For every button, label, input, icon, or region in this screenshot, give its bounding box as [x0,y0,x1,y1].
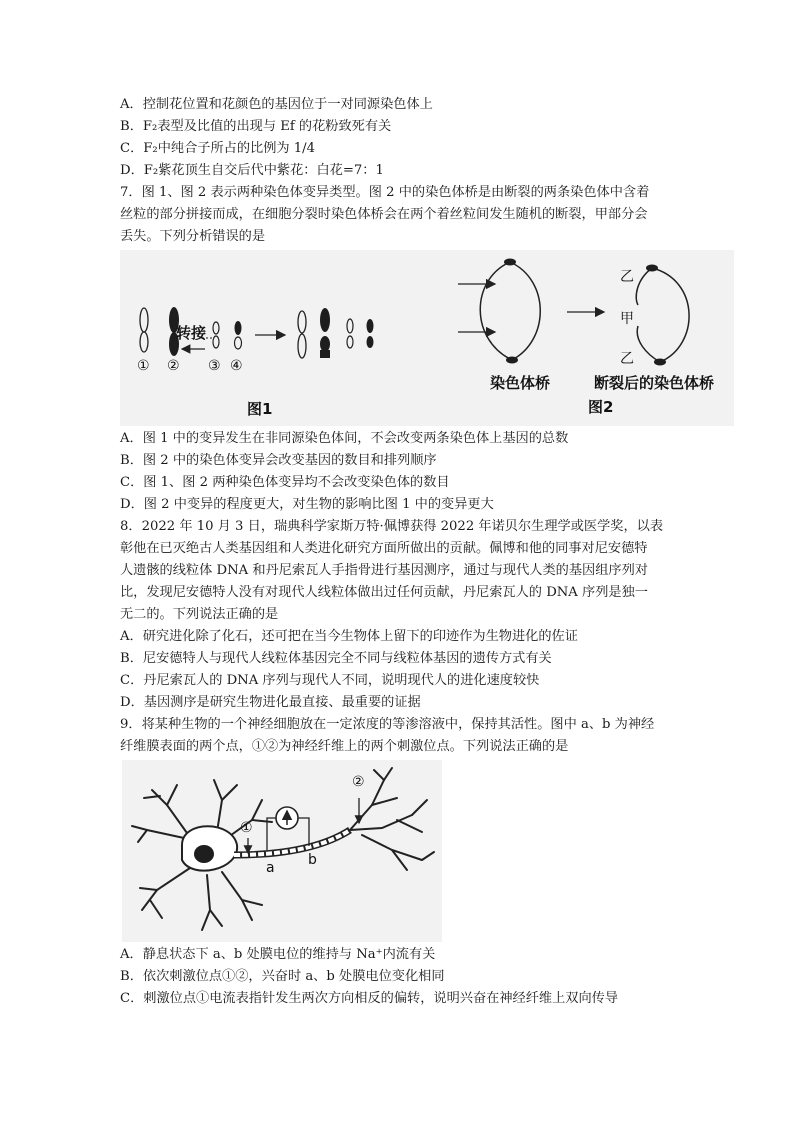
result-chromosome-b [320,308,330,358]
neuron-drawing [122,760,442,942]
q7-option-a: A．图 1 中的变异发生在非同源染色体间，不会改变两条染色体上基因的总数 [120,431,569,446]
label-num-1: ① [137,358,150,374]
q7-stem-line-3: 丢失。下列分析错误的是 [120,229,266,244]
q7-stem-line-2: 丝粒的部分拼接而成，在细胞分裂时染色体桥会在两个着丝粒间发生随机的断裂，甲部分会 [120,207,648,222]
q8-stem-line-1: 8．2022 年 10 月 3 日，瑞典科学家斯万特·佩博获得 2022 年诺贝尔生理学或医学奖，以表 [120,519,664,534]
result-chromosome-d [367,319,374,348]
q7-option-d: D．图 2 中变异的程度更大，对生物的影响比图 1 中的变异更大 [120,497,494,512]
q8-option-b: B．尼安德特人与现代人线粒体基因完全不同与线粒体基因的遗传方式有关 [120,651,552,666]
q9-stem-line-1: 9．将某种生物的一个神经细胞放在一定浓度的等渗溶液中，保持其活性。图中 a、b 为神经 [120,717,655,732]
q9-option-a: A．静息状态下 a、b 处膜电位的维持与 Na⁺内流有关 [120,947,436,962]
q6-option-c: C．F₂中纯合子所占的比例为 1/4 [120,141,316,156]
result-chromosome-c [347,319,353,348]
fig2-caption: 图2 [588,398,614,416]
chromosome-figure [120,250,734,426]
q7-option-b: B．图 2 中的染色体变异会改变基因的数目和排列顺序 [120,453,437,468]
label-num-3: ③ [208,358,221,374]
bridge-right-arc [510,262,540,360]
q8-stem-line-3: 人遗骸的线粒体 DNA 和丹尼索瓦人手指骨进行基因测序，通过与现代人类的基因组序列对 [120,563,648,578]
q8-option-c: C．丹尼索瓦人的 DNA 序列与现代人不同，说明现代人的进化速度较快 [120,673,540,688]
q8-option-d: D．基因测序是研究生物进化最直接、最重要的证据 [120,695,421,710]
q8-stem-line-5: 无二的。下列说法正确的是 [120,607,279,622]
q6-option-a: A．控制花位置和花颜色的基因位于一对同源染色体上 [120,97,433,112]
chromosome-4 [235,321,242,349]
q9-option-c: C．刺激位点①电流表指针发生两次方向相反的偏转，说明兴奋在神经纤维上双向传导 [120,991,619,1006]
label-yi-top: 乙 [620,269,634,285]
q9-stem-line-2: 纤维膜表面的两个点，①②为神经纤维上的两个刺激位点。下列说法正确的是 [120,739,569,754]
q6-option-b: B．F₂表型及比值的出现与 Ef 的花粉致死有关 [120,119,392,134]
label-yi-bottom: 乙 [620,351,634,367]
label-num-4: ④ [230,358,243,374]
q8-option-a: A．研究进化除了化石，还可把在当今生物体上留下的印迹作为生物进化的佐证 [120,629,578,644]
q8-stem-line-4: 比，发现尼安德特人没有对现代人线粒体做出过任何贡献，丹尼索瓦人的 DNA 序列是独一 [120,585,648,600]
q7-stem-line-1: 7．图 1、图 2 表示两种染色体变异类型。图 2 中的染色体桥是由断裂的两条染色体中含着 [120,185,650,200]
bridge-left-arc [480,262,512,360]
point-a-label: a [266,860,275,876]
q9-option-b: B．依次刺激位点①②，兴奋时 a、b 处膜电位变化相同 [120,969,445,984]
fig1-caption: 图1 [247,400,273,418]
point-b-label: b [308,852,317,868]
q6-option-d: D．F₂紫花顶生自交后代中紫花：白花=7：1 [120,163,384,178]
translocation-label: 转接 [176,324,207,342]
stimulation-site-1: ① [240,820,253,836]
chromosome-1 [140,308,148,352]
stimulation-site-2: ② [352,774,365,790]
chromosome-figure-drawing [120,250,734,426]
neuron-figure [122,760,442,942]
bridge-label: 染色体桥 [490,374,551,392]
label-jia: 甲 [620,311,634,327]
q7-option-c: C．图 1、图 2 两种染色体变异均不会改变染色体的数目 [120,475,450,490]
chromosome-3 [213,322,219,348]
broken-bridge-label: 断裂后的染色体桥 [594,374,715,392]
q8-stem-line-2: 彰他在已灭绝古人类基因组和人类进化研究方面所做出的贡献。佩博和他的同事对尼安德特 [120,541,648,556]
label-num-2: ② [167,358,180,374]
result-chromosome-a [298,311,306,358]
